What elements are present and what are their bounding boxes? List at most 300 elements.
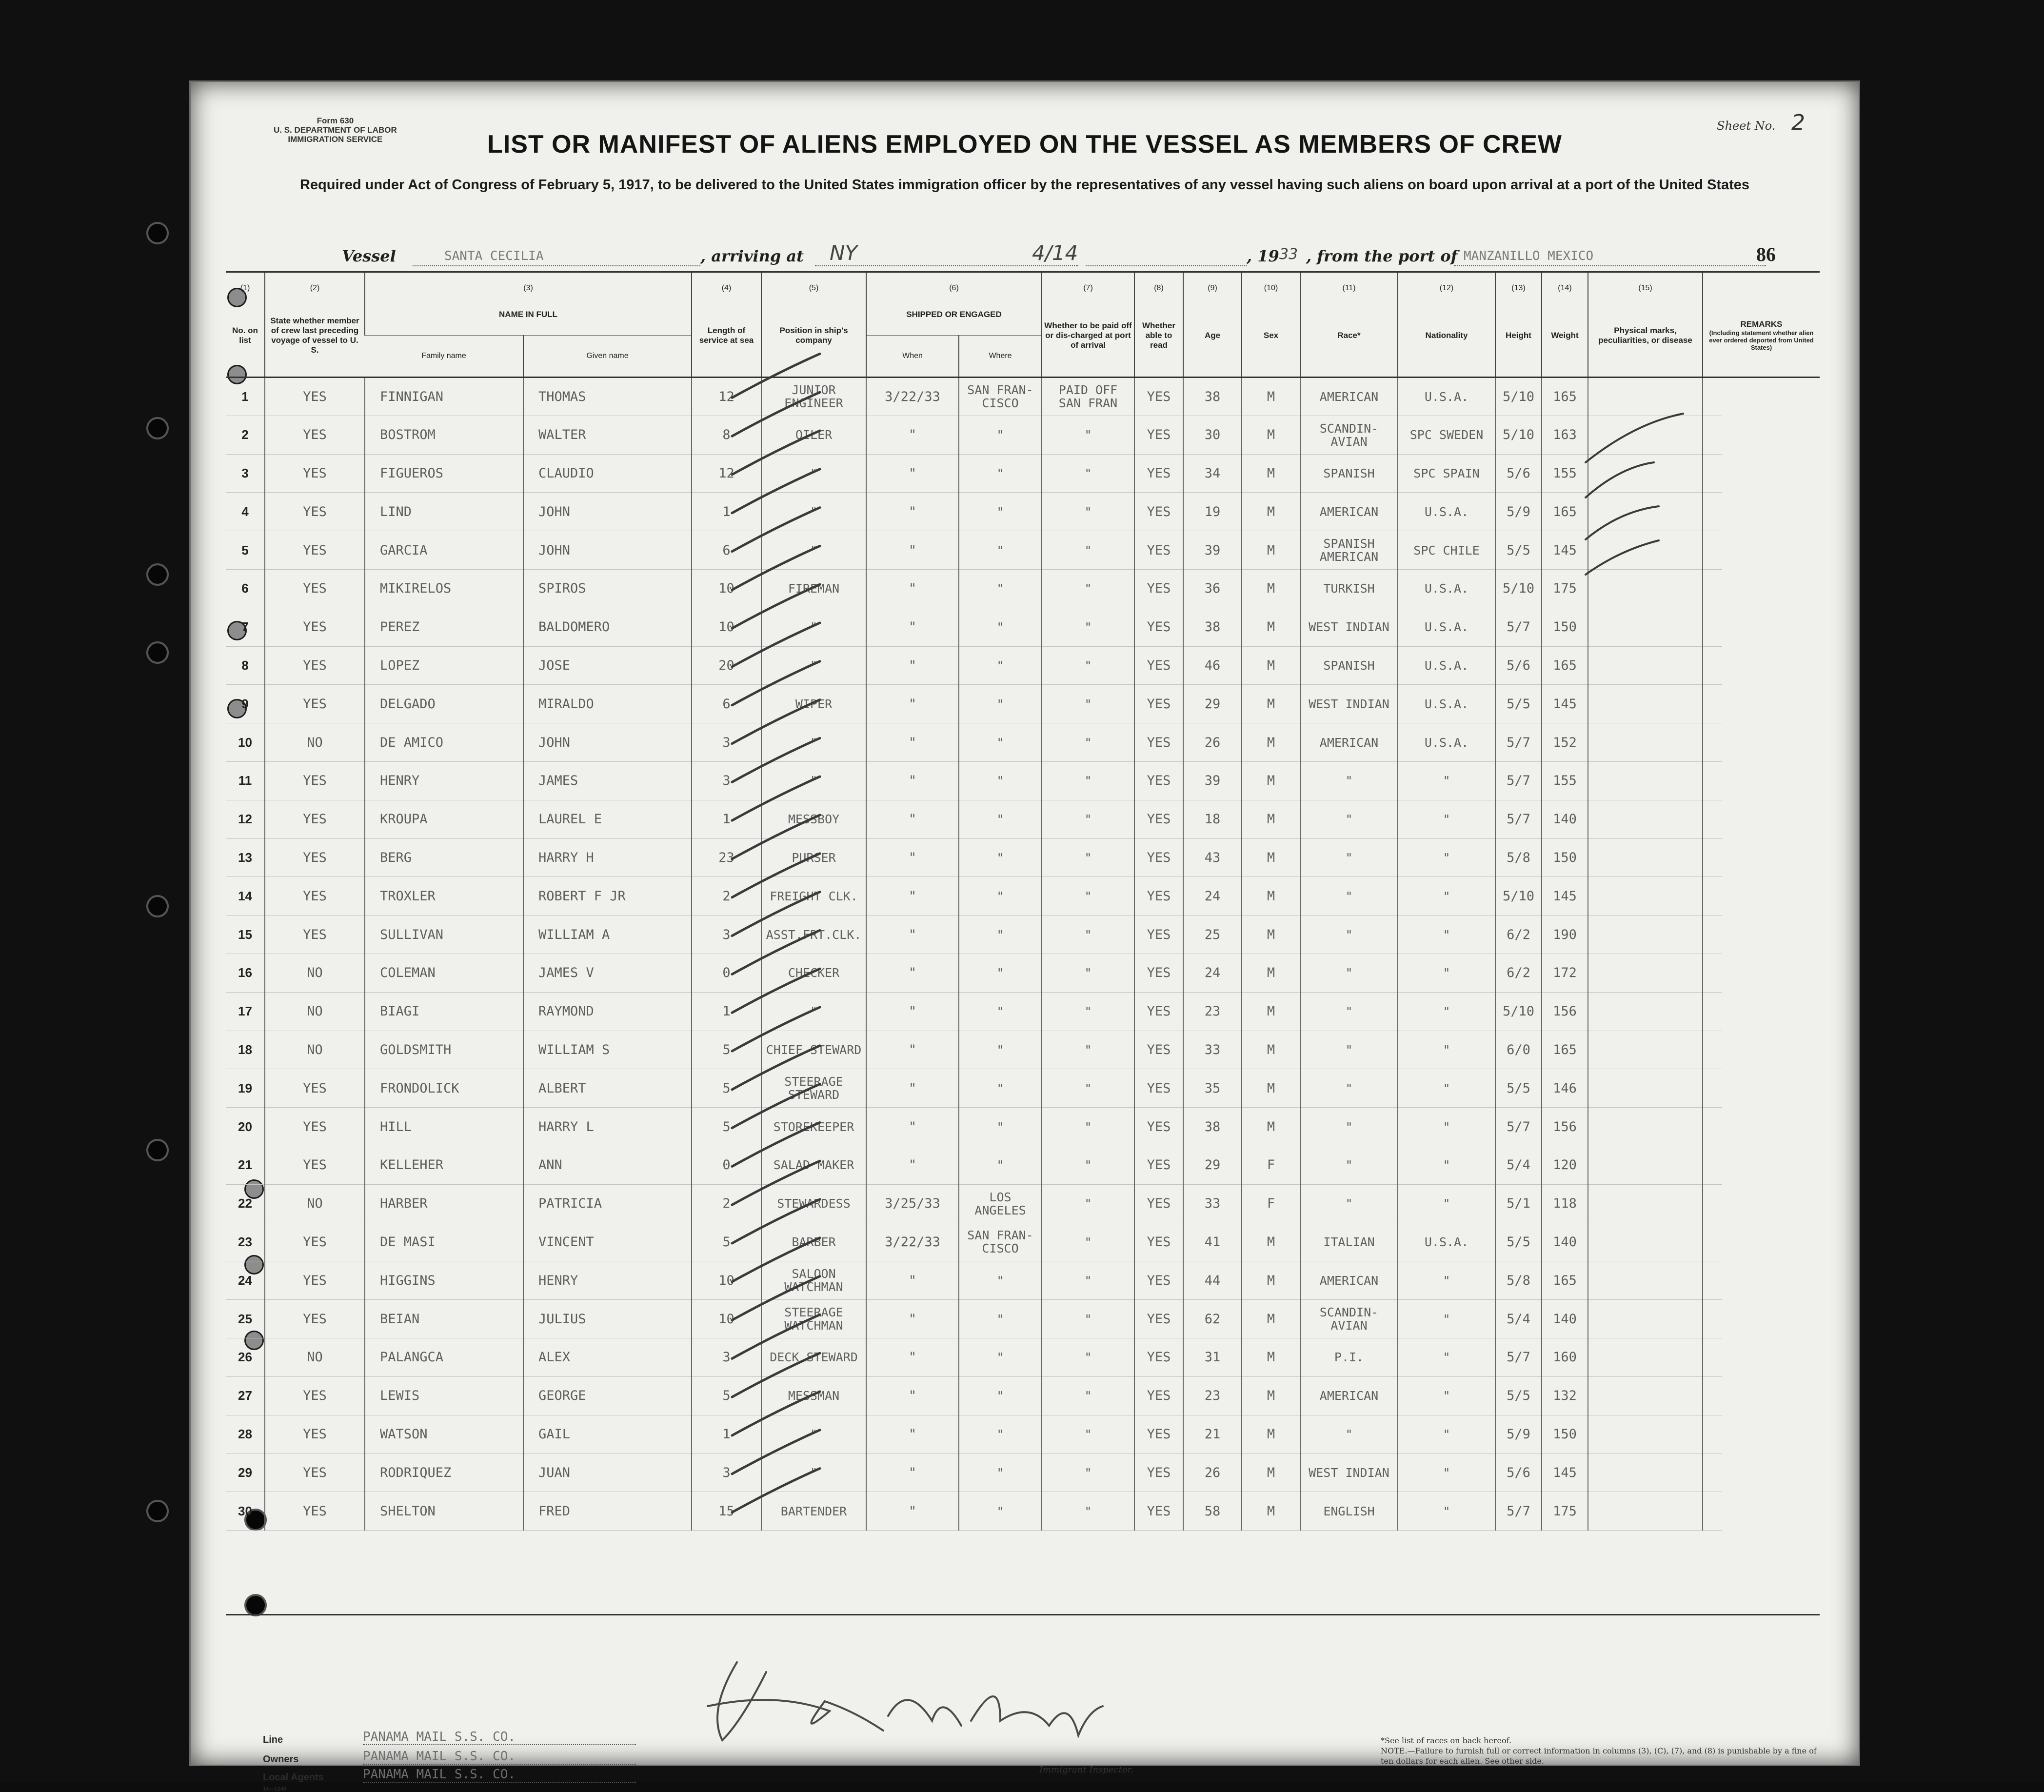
remarks-cell xyxy=(1703,1223,1722,1261)
sex-cell: M xyxy=(1242,1415,1300,1454)
family-name-cell: HIGGINS xyxy=(365,1261,523,1300)
family-name-cell: KELLEHER xyxy=(365,1146,523,1184)
weight-cell: 140 xyxy=(1542,1223,1588,1261)
height-cell: 5/7 xyxy=(1495,1108,1542,1146)
previous-voyage-cell: YES xyxy=(265,1415,365,1454)
paid-off-cell: " xyxy=(1042,761,1134,800)
family-name-cell: RODRIQUEZ xyxy=(365,1454,523,1492)
arriving-label: , arriving at xyxy=(700,247,804,265)
paid-off-cell: " xyxy=(1042,1261,1134,1300)
agents-label: Local Agents xyxy=(263,1772,324,1783)
service-length-cell: 3 xyxy=(692,1338,761,1376)
shipped-when-cell: " xyxy=(866,1415,959,1454)
given-name-cell: JOHN xyxy=(523,493,692,531)
family-name-cell: PEREZ xyxy=(365,608,523,646)
remarks-cell xyxy=(1703,992,1722,1031)
header-where: Where xyxy=(959,336,1042,378)
shipped-where-cell: " xyxy=(959,608,1042,646)
from-port-label: , from the port of xyxy=(1306,247,1458,265)
position-cell: SALOON WATCHMAN xyxy=(761,1261,866,1300)
given-name-cell: HENRY xyxy=(523,1261,692,1300)
line-field xyxy=(263,1730,516,1746)
height-cell: 5/7 xyxy=(1495,723,1542,762)
row-number: 22 xyxy=(226,1184,265,1223)
race-cell: SCANDIN-AVIAN xyxy=(1300,1300,1398,1338)
previous-voyage-cell: YES xyxy=(265,877,365,916)
previous-voyage-cell: NO xyxy=(265,723,365,762)
row-number: 28 xyxy=(226,1415,265,1454)
previous-voyage-cell: NO xyxy=(265,1338,365,1376)
given-name-cell: RAYMOND xyxy=(523,992,692,1031)
row-number: 23 xyxy=(226,1223,265,1261)
remarks-cell xyxy=(1703,877,1722,916)
paid-off-cell: " xyxy=(1042,916,1134,954)
shipped-where-cell: " xyxy=(959,454,1042,493)
row-number: 12 xyxy=(226,800,265,838)
given-name-cell: WILLIAM S xyxy=(523,1031,692,1069)
table-row xyxy=(226,531,1820,570)
line-value: PANAMA MAIL S.S. CO. xyxy=(363,1730,636,1745)
family-name-cell: GARCIA xyxy=(365,531,523,570)
able-to-read-cell: YES xyxy=(1134,416,1183,454)
punch-hole xyxy=(146,1139,169,1161)
age-cell: 24 xyxy=(1183,954,1242,992)
position-cell: WIPER xyxy=(761,685,866,723)
remarks-cell xyxy=(1703,531,1722,570)
shipped-when-cell: " xyxy=(866,916,959,954)
column-number: (1) xyxy=(240,284,250,292)
sex-cell: M xyxy=(1242,916,1300,954)
race-cell: " xyxy=(1300,1415,1398,1454)
header-height: Height xyxy=(1495,294,1542,378)
shipped-where-cell: " xyxy=(959,838,1042,877)
weight-cell: 165 xyxy=(1542,1031,1588,1069)
paid-off-cell: " xyxy=(1042,1031,1134,1069)
paid-off-cell: " xyxy=(1042,1376,1134,1415)
table-row xyxy=(226,608,1820,646)
age-cell: 36 xyxy=(1183,569,1242,608)
service-length-cell: 5 xyxy=(692,1376,761,1415)
from-port: MANZANILLO MEXICO xyxy=(1464,249,1594,263)
shipped-where-cell: " xyxy=(959,1338,1042,1376)
age-cell: 43 xyxy=(1183,838,1242,877)
paid-off-cell: " xyxy=(1042,1454,1134,1492)
able-to-read-cell: YES xyxy=(1134,1300,1183,1338)
service-length-cell: 2 xyxy=(692,877,761,916)
race-cell: WEST INDIAN xyxy=(1300,685,1398,723)
physical-marks-cell xyxy=(1588,1492,1703,1531)
paid-off-cell: " xyxy=(1042,1415,1134,1454)
shipped-where-cell: " xyxy=(959,916,1042,954)
able-to-read-cell: YES xyxy=(1134,1184,1183,1223)
weight-cell: 165 xyxy=(1542,646,1588,685)
paid-off-cell: " xyxy=(1042,416,1134,454)
service-length-cell: 10 xyxy=(692,569,761,608)
crew-manifest-table xyxy=(226,273,1820,1531)
service-length-cell: 23 xyxy=(692,838,761,877)
header-physical-marks: Physical marks, peculiarities, or disease xyxy=(1588,294,1703,378)
age-cell: 33 xyxy=(1183,1184,1242,1223)
physical-marks-cell xyxy=(1588,493,1703,531)
remarks-cell xyxy=(1703,493,1722,531)
shipped-when-cell: " xyxy=(866,493,959,531)
crew-table-container xyxy=(226,271,1820,1615)
paid-off-cell: " xyxy=(1042,1223,1134,1261)
paid-off-cell: PAID OFF SAN FRAN xyxy=(1042,378,1134,416)
nationality-cell: U.S.A. xyxy=(1398,378,1495,416)
weight-cell: 155 xyxy=(1542,454,1588,493)
table-row xyxy=(226,992,1820,1031)
header-weight: Weight xyxy=(1542,294,1588,378)
previous-voyage-cell: YES xyxy=(265,1492,365,1531)
sex-cell: M xyxy=(1242,1031,1300,1069)
given-name-cell: ANN xyxy=(523,1146,692,1184)
previous-voyage-cell: YES xyxy=(265,454,365,493)
owners-label: Owners xyxy=(263,1754,299,1765)
paid-off-cell: " xyxy=(1042,1338,1134,1376)
arrival-date: 4/14 xyxy=(1032,241,1078,265)
height-cell: 6/0 xyxy=(1495,1031,1542,1069)
shipped-when-cell: " xyxy=(866,454,959,493)
shipped-when-cell: 3/22/33 xyxy=(866,1223,959,1261)
height-cell: 5/5 xyxy=(1495,1069,1542,1108)
height-cell: 6/2 xyxy=(1495,954,1542,992)
table-row xyxy=(226,646,1820,685)
race-cell: ENGLISH xyxy=(1300,1492,1398,1531)
row-number: 7 xyxy=(226,608,265,646)
family-name-cell: FINNIGAN xyxy=(365,378,523,416)
shipped-when-cell: " xyxy=(866,608,959,646)
position-cell: " xyxy=(761,992,866,1031)
nationality-cell: " xyxy=(1398,1492,1495,1531)
nationality-cell: U.S.A. xyxy=(1398,723,1495,762)
shipped-where-cell: " xyxy=(959,1069,1042,1108)
physical-marks-cell xyxy=(1588,761,1703,800)
punch-hole xyxy=(146,417,169,439)
physical-marks-cell xyxy=(1588,1338,1703,1376)
height-cell: 5/10 xyxy=(1495,416,1542,454)
position-cell: BARTENDER xyxy=(761,1492,866,1531)
shipped-where-cell: " xyxy=(959,1376,1042,1415)
remarks-cell xyxy=(1703,1261,1722,1300)
height-cell: 5/9 xyxy=(1495,493,1542,531)
remarks-cell xyxy=(1703,1300,1722,1338)
column-number: (12) xyxy=(1398,273,1495,294)
sex-cell: F xyxy=(1242,1146,1300,1184)
race-cell: " xyxy=(1300,954,1398,992)
weight-cell: 175 xyxy=(1542,1492,1588,1531)
sex-cell: M xyxy=(1242,685,1300,723)
shipped-when-cell: " xyxy=(866,1376,959,1415)
able-to-read-cell: YES xyxy=(1134,569,1183,608)
given-name-cell: JOSE xyxy=(523,646,692,685)
physical-marks-cell xyxy=(1588,378,1703,416)
given-name-cell: MIRALDO xyxy=(523,685,692,723)
row-number: 30 xyxy=(226,1492,265,1531)
punch-hole xyxy=(146,222,169,244)
given-name-cell: VINCENT xyxy=(523,1223,692,1261)
table-row xyxy=(226,416,1820,454)
remarks-cell xyxy=(1703,569,1722,608)
weight-cell: 172 xyxy=(1542,954,1588,992)
age-cell: 33 xyxy=(1183,1031,1242,1069)
weight-cell: 132 xyxy=(1542,1376,1588,1415)
physical-marks-cell xyxy=(1588,1376,1703,1415)
weight-cell: 120 xyxy=(1542,1146,1588,1184)
position-cell: STEERAGE WATCHMAN xyxy=(761,1300,866,1338)
shipped-where-cell: " xyxy=(959,685,1042,723)
family-name-cell: HARBER xyxy=(365,1184,523,1223)
family-name-cell: LIND xyxy=(365,493,523,531)
column-number: (10) xyxy=(1242,273,1300,294)
table-row xyxy=(226,1300,1820,1338)
position-cell: BARBER xyxy=(761,1223,866,1261)
position-cell: " xyxy=(761,1454,866,1492)
position-cell: STEWARDESS xyxy=(761,1184,866,1223)
row-number: 26 xyxy=(226,1338,265,1376)
header-paid-off: Whether to be paid off or dis-charged at port of arrival xyxy=(1042,294,1134,378)
physical-marks-cell xyxy=(1588,1031,1703,1069)
agents-field xyxy=(263,1767,516,1792)
nationality-cell: " xyxy=(1398,1376,1495,1415)
weight-cell: 118 xyxy=(1542,1184,1588,1223)
weight-cell: 190 xyxy=(1542,916,1588,954)
row-number: 17 xyxy=(226,992,265,1031)
service-length-cell: 15 xyxy=(692,1492,761,1531)
service-length-cell: 10 xyxy=(692,608,761,646)
nationality-cell: " xyxy=(1398,1031,1495,1069)
penalty-note: NOTE.—Failure to furnish full or correct information in columns (3), (C), (7), and (8) is punishable by a fine of ten dollars for each alien. See other side. xyxy=(1381,1746,1817,1766)
weight-cell: 146 xyxy=(1542,1069,1588,1108)
table-row xyxy=(226,954,1820,992)
able-to-read-cell: YES xyxy=(1134,608,1183,646)
nationality-cell: " xyxy=(1398,1069,1495,1108)
family-name-cell: MIKIRELOS xyxy=(365,569,523,608)
able-to-read-cell: YES xyxy=(1134,1454,1183,1492)
table-row xyxy=(226,1223,1820,1261)
family-name-cell: DE MASI xyxy=(365,1223,523,1261)
race-cell: " xyxy=(1300,1146,1398,1184)
given-name-cell: CLAUDIO xyxy=(523,454,692,493)
given-name-cell: HARRY L xyxy=(523,1108,692,1146)
race-cell: " xyxy=(1300,992,1398,1031)
column-number: (15) xyxy=(1588,273,1703,294)
sex-cell: M xyxy=(1242,531,1300,570)
shipped-where-cell: " xyxy=(959,1031,1042,1069)
remarks-cell xyxy=(1703,916,1722,954)
arrival-year: 33 xyxy=(1279,246,1298,263)
able-to-read-cell: YES xyxy=(1134,1261,1183,1300)
sex-cell: M xyxy=(1242,1223,1300,1261)
header-no-on-list: No. on list xyxy=(226,294,265,378)
physical-marks-cell xyxy=(1588,723,1703,762)
paid-off-cell: " xyxy=(1042,1108,1134,1146)
header-name-in-full: NAME IN FULL xyxy=(365,294,692,336)
height-cell: 5/9 xyxy=(1495,1415,1542,1454)
paid-off-cell: " xyxy=(1042,723,1134,762)
sex-cell: M xyxy=(1242,954,1300,992)
able-to-read-cell: YES xyxy=(1134,685,1183,723)
given-name-cell: GAIL xyxy=(523,1415,692,1454)
remarks-cell xyxy=(1703,723,1722,762)
position-cell: " xyxy=(761,531,866,570)
service-length-cell: 5 xyxy=(692,1069,761,1108)
header-able-to-read: Whether able to read xyxy=(1134,294,1183,378)
column-number: (5) xyxy=(761,273,866,294)
able-to-read-cell: YES xyxy=(1134,1376,1183,1415)
able-to-read-cell: YES xyxy=(1134,493,1183,531)
shipped-where-cell: " xyxy=(959,877,1042,916)
table-row xyxy=(226,569,1820,608)
previous-voyage-cell: YES xyxy=(265,916,365,954)
height-cell: 5/7 xyxy=(1495,608,1542,646)
family-name-cell: HILL xyxy=(365,1108,523,1146)
weight-cell: 145 xyxy=(1542,1454,1588,1492)
service-length-cell: 2 xyxy=(692,1184,761,1223)
position-cell: DECK STEWARD xyxy=(761,1338,866,1376)
service-length-cell: 12 xyxy=(692,378,761,416)
age-cell: 38 xyxy=(1183,378,1242,416)
age-cell: 30 xyxy=(1183,416,1242,454)
form-number: Form 630 xyxy=(317,116,354,125)
able-to-read-cell: YES xyxy=(1134,1069,1183,1108)
physical-marks-cell xyxy=(1588,646,1703,685)
previous-voyage-cell: NO xyxy=(265,954,365,992)
position-cell: SALAD MAKER xyxy=(761,1146,866,1184)
shipped-when-cell: " xyxy=(866,416,959,454)
row-number: 24 xyxy=(226,1261,265,1300)
weight-cell: 156 xyxy=(1542,1108,1588,1146)
position-cell: STOREKEEPER xyxy=(761,1108,866,1146)
able-to-read-cell: YES xyxy=(1134,1223,1183,1261)
sex-cell: M xyxy=(1242,1108,1300,1146)
shipped-when-cell: " xyxy=(866,1146,959,1184)
remarks-cell xyxy=(1703,1031,1722,1069)
given-name-cell: WALTER xyxy=(523,416,692,454)
height-cell: 5/8 xyxy=(1495,1261,1542,1300)
age-cell: 34 xyxy=(1183,454,1242,493)
nationality-cell: " xyxy=(1398,800,1495,838)
age-cell: 39 xyxy=(1183,761,1242,800)
shipped-when-cell: " xyxy=(866,1108,959,1146)
remarks-cell xyxy=(1703,800,1722,838)
physical-marks-cell xyxy=(1588,1261,1703,1300)
row-number: 29 xyxy=(226,1454,265,1492)
shipped-where-cell: " xyxy=(959,569,1042,608)
shipped-when-cell: " xyxy=(866,685,959,723)
line-label: Line xyxy=(263,1734,283,1745)
remarks-title: REMARKS xyxy=(1740,319,1783,329)
position-cell: MESSBOY xyxy=(761,800,866,838)
physical-marks-cell xyxy=(1588,800,1703,838)
table-row xyxy=(226,1108,1820,1146)
physical-marks-cell xyxy=(1588,1146,1703,1184)
age-cell: 58 xyxy=(1183,1492,1242,1531)
punch-hole xyxy=(146,1500,169,1522)
remarks-cell xyxy=(1703,954,1722,992)
nationality-cell: " xyxy=(1398,1454,1495,1492)
age-cell: 44 xyxy=(1183,1261,1242,1300)
sex-cell: M xyxy=(1242,761,1300,800)
previous-voyage-cell: YES xyxy=(265,1261,365,1300)
nationality-cell: " xyxy=(1398,1108,1495,1146)
weight-cell: 140 xyxy=(1542,800,1588,838)
height-cell: 5/10 xyxy=(1495,569,1542,608)
age-cell: 26 xyxy=(1183,1454,1242,1492)
paid-off-cell: " xyxy=(1042,954,1134,992)
column-number: (2) xyxy=(265,273,365,294)
remarks-cell xyxy=(1703,1069,1722,1108)
row-number: 2 xyxy=(226,416,265,454)
family-name-cell: SULLIVAN xyxy=(365,916,523,954)
page-number: 86 xyxy=(1756,243,1776,265)
remarks-cell xyxy=(1703,454,1722,493)
previous-voyage-cell: YES xyxy=(265,416,365,454)
row-number: 14 xyxy=(226,877,265,916)
remarks-cell xyxy=(1703,1146,1722,1184)
punch-hole xyxy=(146,563,169,586)
physical-marks-cell xyxy=(1588,838,1703,877)
family-name-cell: PALANGCA xyxy=(365,1338,523,1376)
nationality-cell: U.S.A. xyxy=(1398,1223,1495,1261)
position-cell: FIREMAN xyxy=(761,569,866,608)
family-name-cell: WATSON xyxy=(365,1415,523,1454)
given-name-cell: GEORGE xyxy=(523,1376,692,1415)
weight-cell: 150 xyxy=(1542,838,1588,877)
shipped-when-cell: " xyxy=(866,1031,959,1069)
nationality-cell: " xyxy=(1398,916,1495,954)
able-to-read-cell: YES xyxy=(1134,838,1183,877)
row-number: 19 xyxy=(226,1069,265,1108)
height-cell: 5/10 xyxy=(1495,378,1542,416)
family-name-cell: BERG xyxy=(365,838,523,877)
given-name-cell: THOMAS xyxy=(523,378,692,416)
shipped-when-cell: " xyxy=(866,1338,959,1376)
shipped-when-cell: 3/22/33 xyxy=(866,378,959,416)
row-number: 1 xyxy=(226,378,265,416)
table-row xyxy=(226,1031,1820,1069)
weight-cell: 156 xyxy=(1542,992,1588,1031)
table-row xyxy=(226,1415,1820,1454)
row-number: 15 xyxy=(226,916,265,954)
shipped-where-cell: SAN FRAN-CISCO xyxy=(959,378,1042,416)
remarks-cell xyxy=(1703,1338,1722,1376)
previous-voyage-cell: YES xyxy=(265,378,365,416)
paid-off-cell: " xyxy=(1042,800,1134,838)
column-number: (3) xyxy=(365,273,692,294)
nationality-cell: " xyxy=(1398,954,1495,992)
able-to-read-cell: YES xyxy=(1134,378,1183,416)
race-cell: ITALIAN xyxy=(1300,1223,1398,1261)
weight-cell: 160 xyxy=(1542,1338,1588,1376)
position-cell: ASST.FRT.CLK. xyxy=(761,916,866,954)
shipped-when-cell: " xyxy=(866,992,959,1031)
sex-cell: M xyxy=(1242,1338,1300,1376)
table-row xyxy=(226,493,1820,531)
paid-off-cell: " xyxy=(1042,569,1134,608)
service-length-cell: 5 xyxy=(692,1223,761,1261)
nationality-cell: " xyxy=(1398,1184,1495,1223)
race-cell: " xyxy=(1300,1031,1398,1069)
previous-voyage-cell: NO xyxy=(265,992,365,1031)
table-row xyxy=(226,1338,1820,1376)
service-length-cell: 3 xyxy=(692,761,761,800)
table-row xyxy=(226,800,1820,838)
remarks-cell xyxy=(1703,761,1722,800)
race-cell: SPANISH xyxy=(1300,454,1398,493)
previous-voyage-cell: YES xyxy=(265,1454,365,1492)
able-to-read-cell: YES xyxy=(1134,916,1183,954)
